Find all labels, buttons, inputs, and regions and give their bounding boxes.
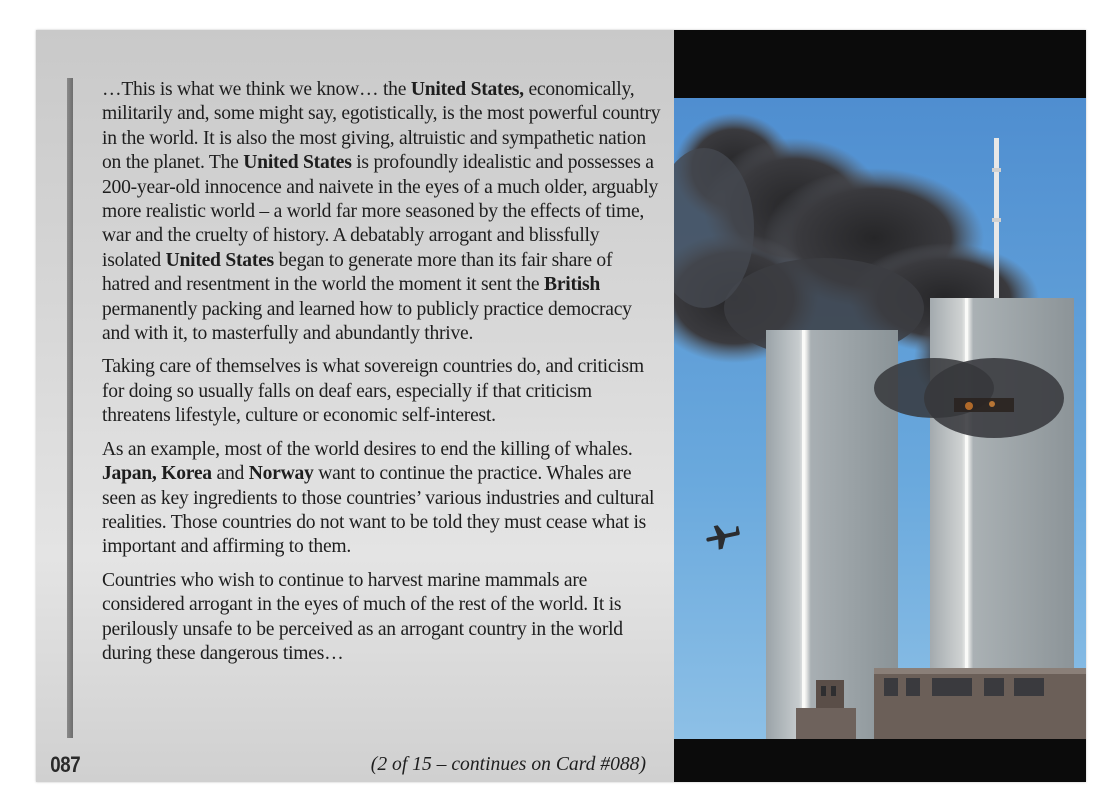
bold-term: Japan, Korea	[102, 463, 212, 485]
continuation-note: (2 of 15 – continues on Card #088)	[370, 754, 646, 775]
text-run: permanently packing and learned how to publicly practice democracy and with it, to masterfully and abundantly thrive.	[102, 298, 632, 345]
text-run: is profoundly idealistic and possesses a 200-year-old innocence and naivete in the eyes of a much older, arguably more realistic world – a world far more seasoned by the effects of time, war and the cruelty of history. A debatably arrogant and blissfully isolated	[102, 152, 659, 271]
twin-towers-photo	[674, 98, 1086, 739]
trading-card	[36, 30, 1086, 782]
vertical-rule	[67, 78, 73, 738]
text-panel	[36, 30, 674, 782]
bold-term: United States	[243, 152, 352, 174]
impact-damage	[954, 398, 1014, 412]
paragraph-3	[102, 438, 662, 560]
bold-term: Norway	[248, 463, 314, 485]
text-run: As an example, most of the world desires to end the killing of whales.	[102, 438, 633, 460]
bold-term: British	[544, 274, 600, 296]
bold-term: United States,	[410, 79, 524, 100]
photo-illustration	[674, 98, 1086, 739]
card-number: 087	[50, 752, 81, 777]
paragraph-2	[102, 355, 662, 428]
text-run: Taking care of themselves is what sovereign countries do, and criticism for doing so usually falls on deaf ears, especially if that criticism threatens lifestyle, culture or economic self-interest.	[102, 356, 644, 427]
text-run: want to continue the practice. Whales are seen as key ingredients to those countries’ various industries and cultural realities. Those countries do not want to be told they must cease what is important and affirming to them.	[102, 463, 655, 558]
paragraph-1	[102, 78, 662, 346]
text-run: Countries who wish to continue to harvest marine mammals are considered arrogant in the eyes of much of the rest of the world. It is perilously unsafe to be perceived as an arrogant country in the world during these dangerous times…	[102, 569, 623, 664]
text-run: …This is what we think we know… the	[102, 79, 411, 100]
bold-term: United States	[165, 249, 274, 271]
photo-panel	[674, 30, 1086, 782]
article-body	[102, 78, 662, 675]
text-run: and	[211, 463, 249, 485]
text-run: economically, militarily and, some might say, egotistically, is the most powerful country in the world. It is also the most giving, altruistic and sympathetic nation on the planet. The	[102, 79, 661, 174]
paragraph-4	[102, 569, 662, 667]
text-run: began to generate more than its fair share of hatred and resentment in the world the moment it sent the	[102, 249, 613, 296]
